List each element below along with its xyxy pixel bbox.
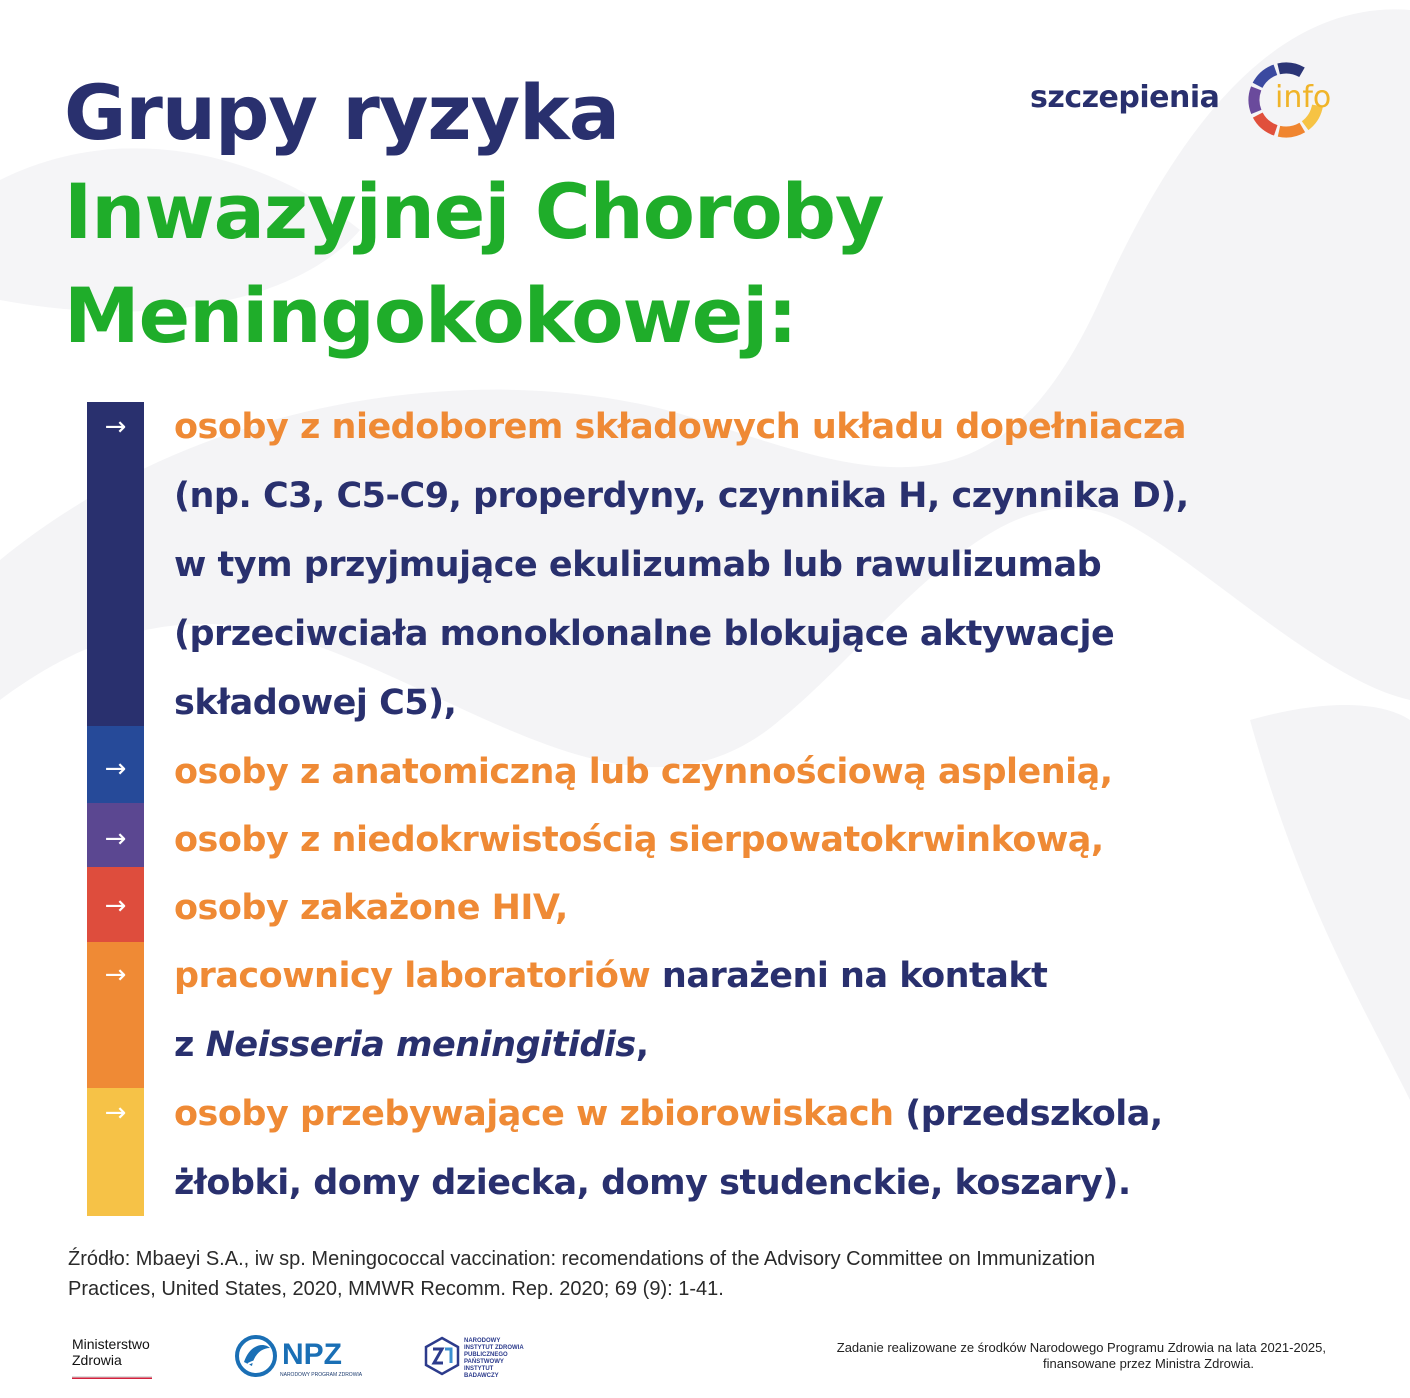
logo-info-suffix: info — [1275, 80, 1332, 115]
logo-ring-segment — [1279, 68, 1302, 72]
source-citation — [68, 1244, 1358, 1304]
list-item-hiv — [174, 878, 1354, 946]
ministry-of-health-logo — [72, 1336, 150, 1368]
flag-stripe — [72, 1376, 152, 1379]
item-text: narażeni na kontakt — [650, 956, 1048, 996]
list-item-asplenia — [174, 742, 1354, 810]
logo-ring-segment — [1254, 88, 1256, 112]
arrow-icon: → — [104, 891, 127, 921]
bar-segment-2 — [87, 726, 144, 803]
source-line-2: Practices, United States, 2020, MMWR Recomm. Rep. 2020; 69 (9): 1-41. — [68, 1278, 724, 1300]
item-text: (np. C3, C5-C9, properdyny, czynnika H, czynnika D), — [174, 476, 1189, 516]
item-text: pracownicy laboratoriów — [174, 956, 651, 996]
bar-segment-6 — [87, 1088, 144, 1216]
funding-line-1: Zadanie realizowane ze środków Narodowego Programu Zdrowia na lata 2021-2025, — [836, 1340, 1326, 1355]
funding-note — [726, 1340, 1326, 1372]
item-text: osoby przebywające w zbiorowiskach — [174, 1094, 894, 1134]
list-item-lab-workers — [174, 946, 1354, 1084]
item-text: w tym przyjmujące ekulizumab lub rawulizumab — [174, 545, 1102, 585]
item-text: osoby zakażone HIV, — [174, 888, 568, 928]
arrow-icon: → — [104, 1098, 127, 1128]
item-text: składowej C5), — [174, 683, 457, 723]
list-item-complement-deficiency — [174, 397, 1354, 742]
funding-line-2: finansowane przez Ministra Zdrowia. — [1043, 1356, 1254, 1371]
bar-segment-1 — [87, 402, 144, 726]
nizp-label: NARODOWY INSTYTUT ZDROWIA PUBLICZNEGO PAŃSTWOWY INSTYTUT BADAWCZY — [464, 1338, 524, 1379]
title-line-1: Grupy ryzyka — [64, 68, 619, 157]
logo-ring-segment — [1279, 128, 1302, 132]
ministry-line-2: Zdrowia — [72, 1352, 122, 1368]
item-text: żłobki, domy dziecka, domy studenckie, koszary). — [174, 1163, 1131, 1203]
npz-logo — [234, 1334, 364, 1380]
item-text-species: Neisseria meningitidis — [205, 1025, 636, 1065]
logo-ring-segment — [1258, 70, 1276, 86]
list-item-sickle-cell — [174, 810, 1354, 878]
item-text: , — [635, 1025, 649, 1065]
arrow-icon: → — [104, 960, 127, 990]
npz-emblem-icon — [234, 1334, 280, 1378]
bar-segment-4 — [87, 867, 144, 942]
item-text: (przedszkola, — [893, 1094, 1163, 1134]
list-item-group-settings — [174, 1084, 1354, 1222]
npz-subtitle: NARODOWY PROGRAM ZDROWIA — [280, 1372, 363, 1378]
nizp-logo — [424, 1334, 524, 1382]
logo-ring-segment — [1258, 115, 1276, 130]
bar-segment-5 — [87, 942, 144, 1088]
item-text: osoby z anatomiczną lub czynnościową asplenią, — [174, 752, 1113, 792]
arrow-icon: → — [104, 824, 127, 854]
arrow-icon: → — [104, 412, 127, 442]
logo-wordmark: szczepienia — [1030, 80, 1220, 115]
page-title — [64, 66, 884, 368]
title-line-2: Inwazyjnej Choroby — [64, 167, 884, 256]
arrow-icon: → — [104, 754, 127, 784]
source-line-1: Źródło: Mbaeyi S.A., iw sp. Meningococcal vaccination: recomendations of the Advisory Committee on Immunization — [68, 1248, 1096, 1270]
item-text: osoby z niedoborem składowych układu dopełniacza — [174, 407, 1186, 447]
nizp-emblem-icon — [424, 1336, 460, 1376]
ministry-line-1: Ministerstwo — [72, 1336, 150, 1352]
item-text: z — [174, 1025, 206, 1065]
risk-group-list — [174, 397, 1354, 1222]
szczepienia-info-logo — [1030, 58, 1350, 142]
bar-segment-3 — [87, 803, 144, 867]
npz-label: NPZ — [282, 1338, 342, 1371]
item-text: (przeciwciała monoklonalne blokujące aktywacje — [174, 614, 1115, 654]
item-text: osoby z niedokrwistością sierpowatokrwinkową, — [174, 820, 1104, 860]
title-line-3: Meningokokowej: — [64, 271, 797, 360]
